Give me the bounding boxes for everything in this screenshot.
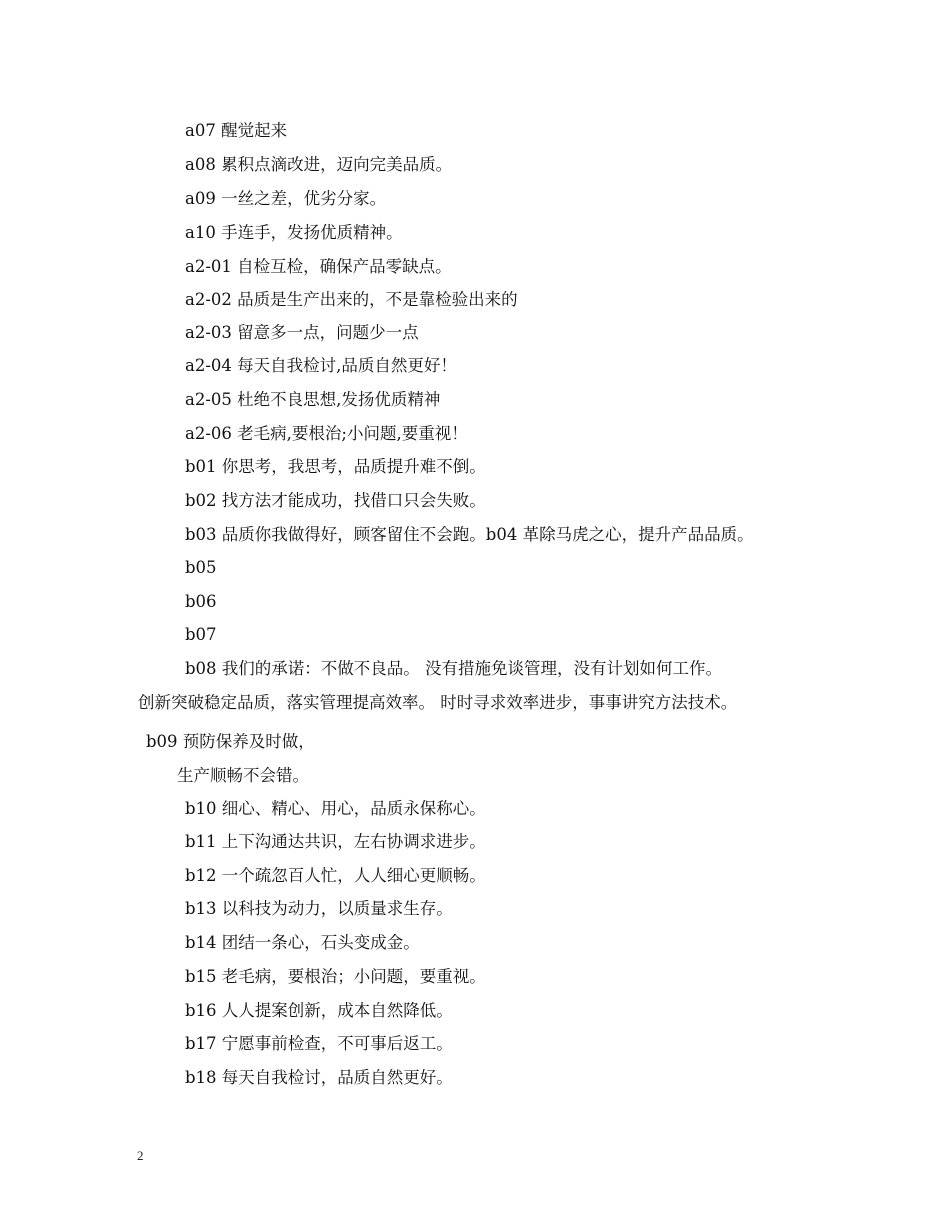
text-line: b08 我们的承诺：不做不良品。 没有措施免谈管理，没有计划如何工作。 — [185, 659, 723, 678]
text-line: a2-06 老毛病,要根治;小问题,要重视！ — [185, 424, 468, 443]
text-line: a2-01 自检互检，确保产品零缺点。 — [185, 257, 452, 276]
text-line: b16 人人提案创新，成本自然降低。 — [185, 1001, 453, 1020]
page-number: 2 — [137, 1148, 144, 1163]
text-line: a2-03 留意多一点，问题少一点 — [185, 323, 419, 342]
text-line: b15 老毛病，要根治；小问题，要重视。 — [185, 967, 486, 986]
text-line: b06 — [185, 592, 217, 611]
text-line: a08 累积点滴改进，迈向完美品质。 — [185, 155, 453, 174]
text-line: b17 宁愿事前检查，不可事后返工。 — [185, 1034, 453, 1053]
text-line: 生产顺畅不会错。 — [177, 766, 309, 785]
text-line: a2-05 杜绝不良思想,发扬优质精神 — [185, 390, 441, 409]
text-line: b11 上下沟通达共识，左右协调求进步。 — [185, 832, 486, 851]
text-line: b09 预防保养及时做， — [146, 732, 315, 751]
text-line: 创新突破稳定品质，落实管理提高效率。 时时寻求效率进步，事事讲究方法技术。 — [138, 693, 738, 712]
text-line: b10 细心、精心、用心，品质永保称心。 — [185, 799, 486, 818]
text-line: a09 一丝之差，优劣分家。 — [185, 189, 387, 208]
text-line: a2-04 每天自我检讨,品质自然更好！ — [185, 356, 457, 375]
text-line: a2-02 品质是生产出来的，不是靠检验出来的 — [185, 290, 518, 309]
text-line: b03 品质你我做得好，顾客留住不会跑。b04 革除马虎之心，提升产品品质。 — [185, 525, 754, 544]
text-line: b13 以科技为动力，以质量求生存。 — [185, 899, 453, 918]
text-line: a07 醒觉起来 — [185, 121, 288, 140]
text-line: b14 团结一条心，石头变成金。 — [185, 933, 420, 952]
text-line: b18 每天自我检讨，品质自然更好。 — [185, 1068, 453, 1087]
text-line: b01 你思考，我思考，品质提升难不倒。 — [185, 457, 486, 476]
text-line: b05 — [185, 558, 217, 577]
text-line: a10 手连手，发扬优质精神。 — [185, 223, 403, 242]
text-line: b07 — [185, 625, 217, 644]
text-line: b02 找方法才能成功，找借口只会失败。 — [185, 491, 486, 510]
text-line: b12 一个疏忽百人忙，人人细心更顺畅。 — [185, 866, 486, 885]
